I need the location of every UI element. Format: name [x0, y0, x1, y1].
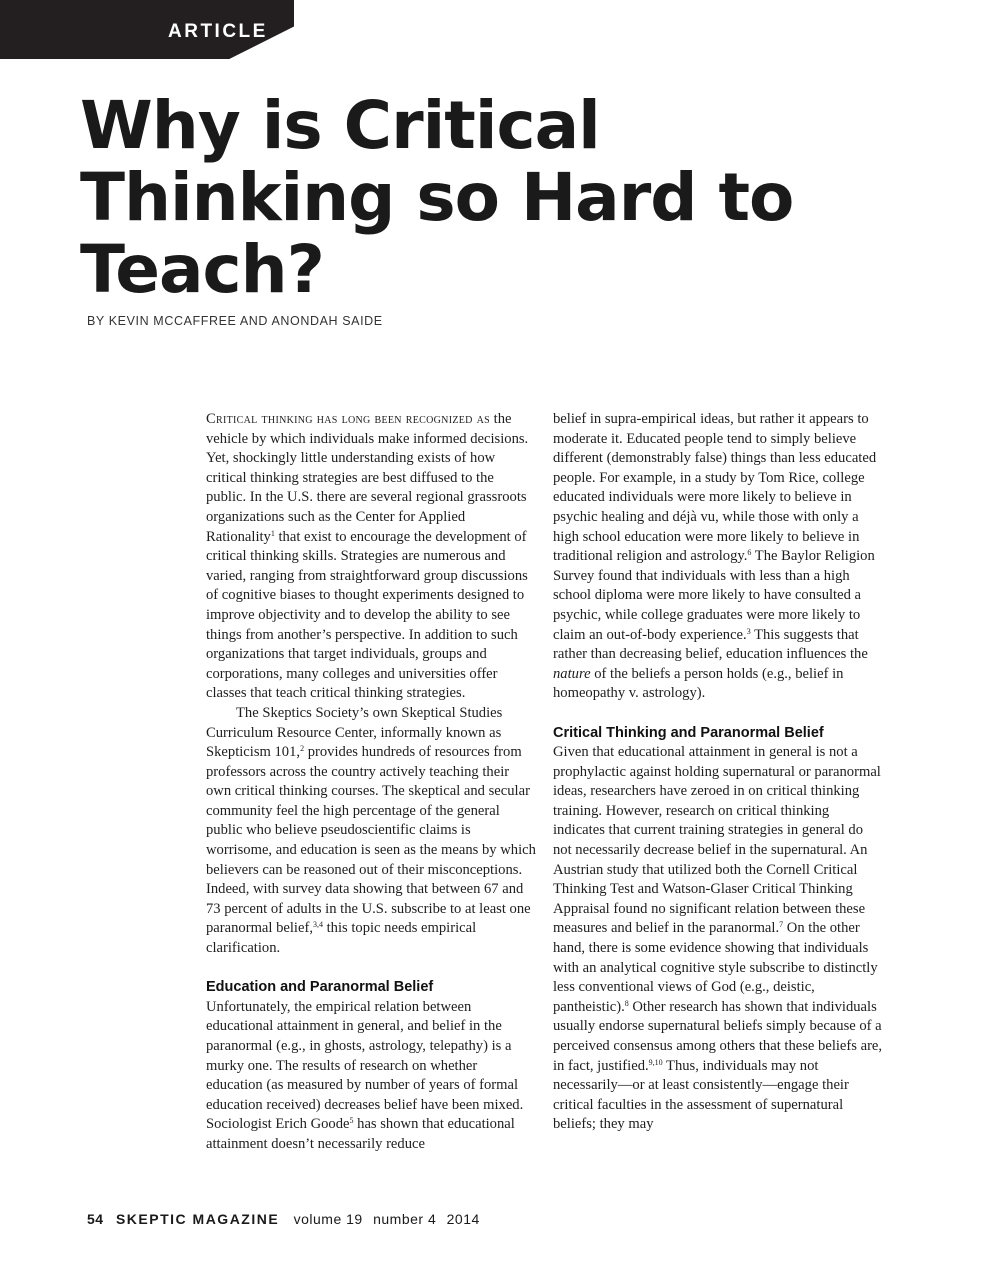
section-heading-education: Education and Paranormal Belief — [206, 979, 434, 996]
text-run: belief in supra-empirical ideas, but rather it appears to moderate it. Educated people tend to simply believe different (demonstrably false) things than less educated people. For example, in a study by Tom Rice, college educated individuals were more likely to believe in psychic healing and déjà vu, while those with only a high school education were more likely to believe in traditional religion and astrology. — [553, 411, 877, 565]
footnote-ref: 7 — [779, 920, 784, 930]
volume-label: volume — [293, 1211, 342, 1227]
issue-year: 2014 — [446, 1211, 480, 1227]
text-run: Other research has shown that individuals usually endorse supernatural beliefs simply because of a perceived consensus among others that these beliefs are, in fact, justified. — [553, 998, 883, 1074]
volume-number: 19 — [346, 1211, 363, 1227]
text-run: the vehicle by which individuals make informed decisions. Yet, shockingly little understanding exists of how critical thinking strategies are best diffused to the public. In the U.S. there are several regional grassroots organizations such as the Center for Applied Rationality — [206, 411, 529, 545]
title-line-3: Teach? — [80, 231, 324, 308]
text-run: This suggests that rather than decreasing belief, education influences the — [553, 626, 868, 663]
issue-label: number — [373, 1211, 424, 1227]
section-heading-critical-thinking: Critical Thinking and Paranormal Belief — [553, 724, 824, 741]
column-right — [553, 410, 884, 1135]
footnote-ref: 5 — [349, 1116, 354, 1126]
lead-in: Critical thinking has long been recognized as — [206, 411, 490, 427]
footnote-ref: 6 — [747, 548, 752, 558]
footnote-ref: 1 — [270, 528, 275, 538]
text-run: this topic needs empirical clarification. — [206, 920, 477, 957]
paragraph-1 — [206, 410, 537, 704]
text-run: The Baylor Religion Survey found that individuals with less than a high school diploma were more likely to have consulted a psychic, while college graduates were more likely to claim an out-of-body experience. — [553, 548, 875, 643]
text-run: The Skeptics Society’s own Skeptical Studies Curriculum Resource Center, informally known as Skepticism 101, — [206, 704, 503, 761]
footnote-ref: 3,4 — [312, 920, 323, 930]
page-number: 54 — [87, 1211, 104, 1227]
issue-number: 4 — [427, 1211, 437, 1227]
column-left — [206, 410, 537, 1155]
text-run: has shown that educational attainment doesn’t necessarily reduce — [206, 1116, 515, 1152]
footnote-ref: 3 — [746, 626, 751, 636]
text-run: that exist to encourage the development of critical thinking skills. Strategies are numerous and varied, ranging from straightforward group discussions of cognitive biases to thought experiments designed to improve objectivity and to develop the ability to see things from another’s perspective. In addition to such organizations that target individuals, groups and corporations, many colleges and universities offer classes that teach critical thinking strategies. — [206, 528, 528, 702]
text-run: Unfortunately, the empirical relation between educational attainment in general, and belief in the paranormal (e.g., in ghosts, astrology, telepathy) is a murky one. The results of research on whether education (as measured by number of years of formal education received) decreases belief have been mixed. Sociologist Erich Goode — [206, 998, 524, 1133]
emphasis: nature — [553, 665, 591, 682]
text-run: Given that educational attainment in general is not a prophylactic against holding supernatural or paranormal ideas, researchers have zeroed in on critical thinking training. However, research on critical thinking indicates that current training strategies in general do not necessarily decrease belief in the supernatural. An Austrian study that utilized both the Cornell Critical Thinking Test and Watson-Glaser Critical Thinking Appraisal found no significant relation between these measures and belief in the paranormal. — [553, 744, 881, 937]
section-tab-label: ARTICLE — [168, 21, 268, 42]
byline: BY KEVIN MCCAFFREE AND ANONDAH SAIDE — [87, 314, 383, 328]
title-line-2: Thinking so Hard to — [80, 159, 794, 236]
footnote-ref: 8 — [624, 998, 629, 1008]
paragraph-5 — [553, 743, 884, 1135]
paragraph-2 — [206, 704, 537, 959]
magazine-name: SKEPTIC MAGAZINE — [115, 1211, 280, 1227]
title-line-1: Why is Critical — [80, 87, 600, 164]
text-run: of the beliefs a person holds (e.g., belief in homeopathy v. astrology). — [553, 665, 844, 702]
footnote-ref: 2 — [300, 744, 305, 754]
text-run: On the other hand, there is some evidence showing that individuals with an analytical cognitive style subscribe to distinctly less conventional views of God (e.g., deistic, pantheistic). — [553, 920, 878, 1015]
page-footer — [87, 1211, 480, 1227]
text-run: provides hundreds of resources from professors across the country actively teaching their own critical thinking courses. The skeptical and secular community feel the high percentage of the general public who believe pseudoscientific claims is worrisome, and education is seen as the means by which believers can be reasoned out of their misconceptions. Indeed, with survey data showing that between 67 and 73 percent of adults in the U.S. subscribe to at least one paranormal belief, — [206, 744, 536, 937]
spacer — [206, 959, 537, 979]
footnote-ref: 9,10 — [648, 1057, 663, 1067]
spacer — [553, 704, 884, 724]
paragraph-3 — [206, 998, 537, 1155]
paragraph-4 — [553, 410, 884, 704]
article-title — [80, 87, 960, 308]
text-run: Thus, individuals may not necessarily—or at least consistently—engage their critical faculties in the assessment of supernatural beliefs; they may — [553, 1057, 849, 1133]
